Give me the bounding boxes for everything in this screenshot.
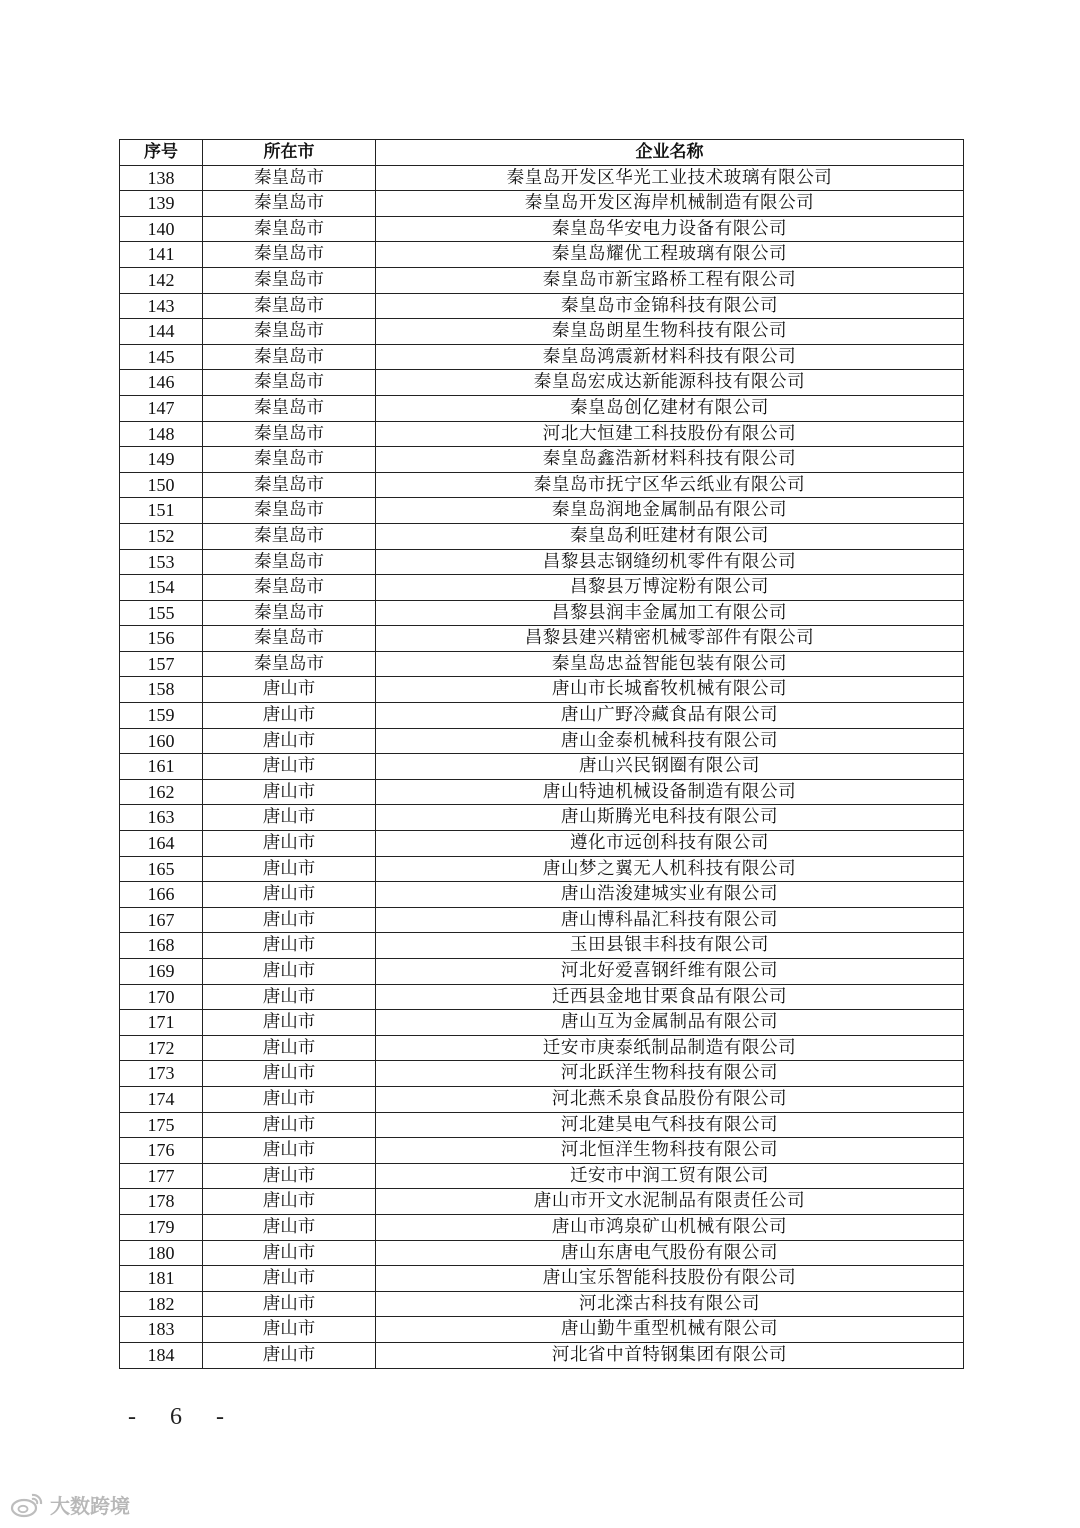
row-serial: 153 [120, 549, 203, 575]
row-city: 秦皇岛市 [203, 370, 376, 396]
table-row [120, 728, 964, 754]
table-row [120, 1240, 964, 1266]
table-row [120, 856, 964, 882]
table-row [120, 1035, 964, 1061]
table-row [120, 1291, 964, 1317]
row-company: 唐山互为金属制品有限公司 [376, 1010, 964, 1036]
row-city: 秦皇岛市 [203, 575, 376, 601]
table-header-row [120, 140, 964, 166]
row-company: 河北跃洋生物科技有限公司 [376, 1061, 964, 1087]
row-company: 秦皇岛朗星生物科技有限公司 [376, 319, 964, 345]
table-row [120, 1112, 964, 1138]
table-row [120, 575, 964, 601]
table-row [120, 523, 964, 549]
table-row [120, 1214, 964, 1240]
row-company: 秦皇岛开发区海岸机械制造有限公司 [376, 191, 964, 217]
row-city: 唐山市 [203, 933, 376, 959]
row-serial: 158 [120, 677, 203, 703]
row-company: 唐山梦之翼无人机科技有限公司 [376, 856, 964, 882]
row-company: 迁安市庚泰纸制品制造有限公司 [376, 1035, 964, 1061]
row-serial: 182 [120, 1291, 203, 1317]
row-city: 唐山市 [203, 984, 376, 1010]
row-company: 秦皇岛润地金属制品有限公司 [376, 498, 964, 524]
table-row [120, 165, 964, 191]
row-serial: 148 [120, 421, 203, 447]
enterprise-table [119, 139, 964, 1369]
row-company: 唐山宝乐智能科技股份有限公司 [376, 1266, 964, 1292]
row-city: 唐山市 [203, 1342, 376, 1368]
row-city: 秦皇岛市 [203, 191, 376, 217]
table-row [120, 1163, 964, 1189]
row-city: 唐山市 [203, 882, 376, 908]
row-company: 秦皇岛耀优工程玻璃有限公司 [376, 242, 964, 268]
row-city: 唐山市 [203, 1163, 376, 1189]
page-number: - 6 - [128, 1404, 238, 1430]
table-row [120, 779, 964, 805]
table-row [120, 959, 964, 985]
row-city: 秦皇岛市 [203, 549, 376, 575]
table-row [120, 1189, 964, 1215]
row-city: 唐山市 [203, 1112, 376, 1138]
row-serial: 143 [120, 293, 203, 319]
row-serial: 164 [120, 831, 203, 857]
row-city: 唐山市 [203, 1138, 376, 1164]
row-city: 唐山市 [203, 856, 376, 882]
row-serial: 140 [120, 216, 203, 242]
row-company: 唐山浩浚建城实业有限公司 [376, 882, 964, 908]
row-city: 秦皇岛市 [203, 165, 376, 191]
row-city: 唐山市 [203, 1035, 376, 1061]
row-serial: 170 [120, 984, 203, 1010]
weibo-logo-icon [10, 1492, 44, 1518]
table-row [120, 1061, 964, 1087]
row-serial: 175 [120, 1112, 203, 1138]
row-serial: 144 [120, 319, 203, 345]
row-company: 秦皇岛忠益智能包装有限公司 [376, 651, 964, 677]
row-serial: 169 [120, 959, 203, 985]
row-company: 唐山东唐电气股份有限公司 [376, 1240, 964, 1266]
row-city: 唐山市 [203, 1317, 376, 1343]
row-city: 唐山市 [203, 805, 376, 831]
table-row [120, 191, 964, 217]
table-row [120, 933, 964, 959]
row-company: 玉田县银丰科技有限公司 [376, 933, 964, 959]
row-serial: 167 [120, 907, 203, 933]
row-serial: 146 [120, 370, 203, 396]
row-serial: 138 [120, 165, 203, 191]
row-serial: 159 [120, 703, 203, 729]
row-company: 唐山斯腾光电科技有限公司 [376, 805, 964, 831]
row-city: 秦皇岛市 [203, 651, 376, 677]
table-row [120, 421, 964, 447]
row-company: 河北恒洋生物科技有限公司 [376, 1138, 964, 1164]
row-company: 唐山市开文水泥制品有限责任公司 [376, 1189, 964, 1215]
row-company: 唐山勤牛重型机械有限公司 [376, 1317, 964, 1343]
row-city: 秦皇岛市 [203, 421, 376, 447]
table-row [120, 677, 964, 703]
table-row [120, 907, 964, 933]
enterprise-list [119, 139, 963, 1369]
row-company: 唐山博科晶汇科技有限公司 [376, 907, 964, 933]
row-company: 秦皇岛鸿震新材料科技有限公司 [376, 344, 964, 370]
table-row [120, 1086, 964, 1112]
row-city: 唐山市 [203, 1266, 376, 1292]
row-company: 秦皇岛利旺建材有限公司 [376, 523, 964, 549]
row-city: 秦皇岛市 [203, 395, 376, 421]
row-company: 唐山兴民钢圈有限公司 [376, 754, 964, 780]
row-serial: 162 [120, 779, 203, 805]
row-city: 秦皇岛市 [203, 447, 376, 473]
table-row [120, 319, 964, 345]
row-serial: 183 [120, 1317, 203, 1343]
row-serial: 172 [120, 1035, 203, 1061]
table-row [120, 831, 964, 857]
row-company: 迁西县金地甘栗食品有限公司 [376, 984, 964, 1010]
row-city: 唐山市 [203, 1291, 376, 1317]
row-company: 昌黎县建兴精密机械零部件有限公司 [376, 626, 964, 652]
row-serial: 154 [120, 575, 203, 601]
table-row [120, 370, 964, 396]
table-row [120, 805, 964, 831]
row-company: 遵化市远创科技有限公司 [376, 831, 964, 857]
row-serial: 152 [120, 523, 203, 549]
row-company: 秦皇岛市抚宁区华云纸业有限公司 [376, 472, 964, 498]
table-row [120, 242, 964, 268]
row-company: 昌黎县万博淀粉有限公司 [376, 575, 964, 601]
row-company: 昌黎县志钢缝纫机零件有限公司 [376, 549, 964, 575]
row-city: 秦皇岛市 [203, 344, 376, 370]
row-city: 唐山市 [203, 703, 376, 729]
row-serial: 155 [120, 600, 203, 626]
row-city: 秦皇岛市 [203, 216, 376, 242]
table-row [120, 447, 964, 473]
row-company: 河北燕禾泉食品股份有限公司 [376, 1086, 964, 1112]
table-row [120, 1010, 964, 1036]
table-row [120, 344, 964, 370]
row-serial: 165 [120, 856, 203, 882]
row-company: 河北好爱喜钢纤维有限公司 [376, 959, 964, 985]
row-company: 秦皇岛创亿建材有限公司 [376, 395, 964, 421]
row-serial: 179 [120, 1214, 203, 1240]
row-company: 河北建昊电气科技有限公司 [376, 1112, 964, 1138]
row-serial: 173 [120, 1061, 203, 1087]
row-serial: 151 [120, 498, 203, 524]
row-company: 唐山广野冷藏食品有限公司 [376, 703, 964, 729]
row-company: 秦皇岛鑫浩新材料科技有限公司 [376, 447, 964, 473]
table-row [120, 754, 964, 780]
row-city: 秦皇岛市 [203, 293, 376, 319]
row-city: 唐山市 [203, 1086, 376, 1112]
row-city: 唐山市 [203, 677, 376, 703]
row-serial: 174 [120, 1086, 203, 1112]
row-city: 唐山市 [203, 1214, 376, 1240]
row-city: 唐山市 [203, 1240, 376, 1266]
row-serial: 150 [120, 472, 203, 498]
row-serial: 166 [120, 882, 203, 908]
row-company: 唐山市鸿泉矿山机械有限公司 [376, 1214, 964, 1240]
row-serial: 178 [120, 1189, 203, 1215]
row-serial: 149 [120, 447, 203, 473]
table-row [120, 216, 964, 242]
table-row [120, 293, 964, 319]
row-serial: 180 [120, 1240, 203, 1266]
row-serial: 168 [120, 933, 203, 959]
row-company: 河北省中首特钢集团有限公司 [376, 1342, 964, 1368]
table-row [120, 549, 964, 575]
table-row [120, 1266, 964, 1292]
row-city: 唐山市 [203, 959, 376, 985]
row-city: 秦皇岛市 [203, 242, 376, 268]
table-row [120, 267, 964, 293]
row-city: 唐山市 [203, 1061, 376, 1087]
table-row [120, 498, 964, 524]
table-row [120, 395, 964, 421]
row-city: 秦皇岛市 [203, 319, 376, 345]
row-serial: 184 [120, 1342, 203, 1368]
row-serial: 177 [120, 1163, 203, 1189]
row-serial: 142 [120, 267, 203, 293]
row-city: 秦皇岛市 [203, 472, 376, 498]
row-city: 唐山市 [203, 831, 376, 857]
row-company: 秦皇岛华安电力设备有限公司 [376, 216, 964, 242]
header-company: 企业名称 [376, 140, 964, 166]
row-company: 唐山特迪机械设备制造有限公司 [376, 779, 964, 805]
row-company: 昌黎县润丰金属加工有限公司 [376, 600, 964, 626]
table-row [120, 1342, 964, 1368]
row-serial: 145 [120, 344, 203, 370]
table-row [120, 472, 964, 498]
table-row [120, 626, 964, 652]
row-serial: 141 [120, 242, 203, 268]
row-city: 唐山市 [203, 754, 376, 780]
row-city: 秦皇岛市 [203, 498, 376, 524]
row-city: 唐山市 [203, 728, 376, 754]
row-company: 河北大恒建工科技股份有限公司 [376, 421, 964, 447]
watermark [10, 1490, 130, 1519]
table-row [120, 600, 964, 626]
row-serial: 139 [120, 191, 203, 217]
row-serial: 176 [120, 1138, 203, 1164]
row-company: 秦皇岛市金锦科技有限公司 [376, 293, 964, 319]
row-serial: 160 [120, 728, 203, 754]
row-serial: 147 [120, 395, 203, 421]
row-serial: 157 [120, 651, 203, 677]
row-city: 秦皇岛市 [203, 600, 376, 626]
row-city: 秦皇岛市 [203, 267, 376, 293]
row-serial: 171 [120, 1010, 203, 1036]
row-city: 唐山市 [203, 779, 376, 805]
row-city: 唐山市 [203, 1189, 376, 1215]
row-city: 唐山市 [203, 907, 376, 933]
row-serial: 181 [120, 1266, 203, 1292]
row-city: 秦皇岛市 [203, 626, 376, 652]
header-city: 所在市 [203, 140, 376, 166]
row-company: 秦皇岛宏成达新能源科技有限公司 [376, 370, 964, 396]
row-city: 唐山市 [203, 1010, 376, 1036]
row-company: 秦皇岛市新宝路桥工程有限公司 [376, 267, 964, 293]
table-row [120, 1317, 964, 1343]
row-company: 秦皇岛开发区华光工业技术玻璃有限公司 [376, 165, 964, 191]
header-serial: 序号 [120, 140, 203, 166]
row-company: 唐山金泰机械科技有限公司 [376, 728, 964, 754]
row-company: 河北滦古科技有限公司 [376, 1291, 964, 1317]
row-city: 秦皇岛市 [203, 523, 376, 549]
row-serial: 161 [120, 754, 203, 780]
table-row [120, 984, 964, 1010]
row-company: 唐山市长城畜牧机械有限公司 [376, 677, 964, 703]
table-row [120, 1138, 964, 1164]
table-row [120, 651, 964, 677]
table-row [120, 882, 964, 908]
row-serial: 163 [120, 805, 203, 831]
table-row [120, 703, 964, 729]
row-serial: 156 [120, 626, 203, 652]
row-company: 迁安市中润工贸有限公司 [376, 1163, 964, 1189]
watermark-text: 大数跨境 [50, 1494, 130, 1518]
